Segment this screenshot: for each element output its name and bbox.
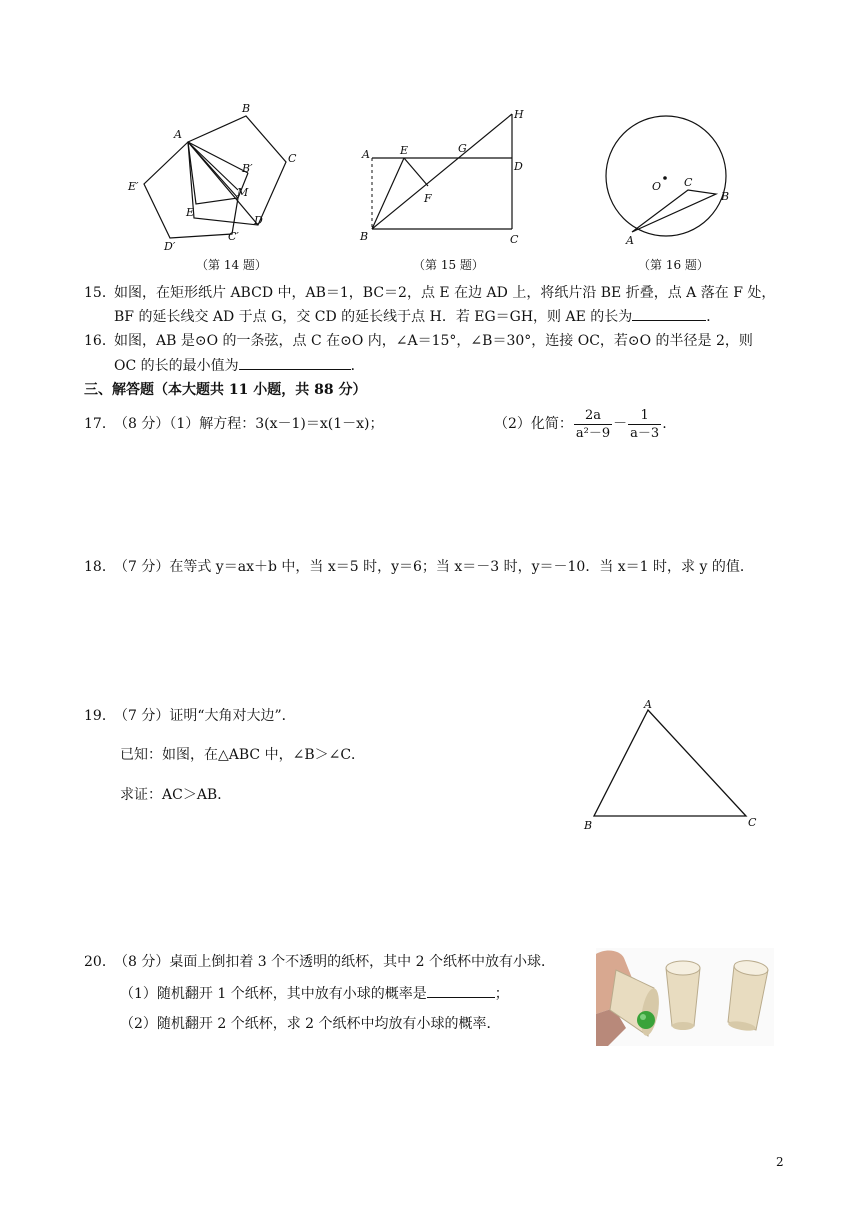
q20-part1-text: （1）随机翻开 1 个纸杯，其中放有小球的概率是: [120, 986, 427, 1002]
label-A: A: [644, 698, 652, 711]
label-A: A: [626, 234, 634, 247]
q15-number: 15．: [84, 285, 116, 301]
q15-line2-end: ．: [706, 309, 721, 325]
label-B: B: [584, 819, 593, 832]
label-D: D: [514, 160, 523, 173]
q17-fraction-2: [628, 407, 661, 442]
label-B: B: [242, 102, 251, 115]
label-F: F: [424, 192, 432, 205]
q16-number: 16．: [84, 333, 116, 349]
label-E: E: [186, 206, 195, 219]
q19-given: 已知：如图，在△ABC 中，∠B＞∠C．: [120, 747, 366, 763]
q17-number: 17．: [84, 416, 116, 432]
figure-14: [120, 100, 310, 250]
q17-fraction-1: [574, 407, 612, 442]
label-B: B: [360, 230, 369, 243]
caption-fig15: （第 15 题）: [413, 258, 484, 272]
q15-line2-text: BF 的延长线交 AD 于点 G，交 CD 的延长线于点 H．若 EG＝GH，则 AE 的长为: [114, 309, 633, 325]
q20-number: 20．: [84, 954, 116, 970]
q20-part2: （2）随机翻开 2 个纸杯，求 2 个纸杯中均放有小球的概率．: [120, 1016, 501, 1032]
fraction-2-numerator: 1: [628, 407, 661, 425]
q15-answer-blank[interactable]: [632, 306, 706, 321]
q17-part2: [494, 404, 667, 444]
q17-part2-label: （2）化简：: [494, 416, 573, 432]
figure-16: [596, 110, 741, 250]
caption-fig14: （第 14 题）: [196, 258, 267, 272]
q17-part1: （8 分）（1）解方程：3(x－1)＝x(1－x)；: [114, 416, 384, 432]
label-M: M: [237, 186, 249, 199]
q15-line2: [114, 306, 720, 327]
q20-text: （8 分）桌面上倒扣着 3 个不透明的纸杯，其中 2 个纸杯中放有小球．: [114, 954, 555, 970]
q16-answer-blank[interactable]: [239, 355, 351, 370]
caption-fig16: （第 16 题）: [638, 258, 709, 272]
label-C: C: [510, 233, 519, 246]
label-D: D: [254, 214, 263, 227]
q16-line1: 如图，AB 是⊙O 的一条弦，点 C 在⊙O 内，∠A＝15°，∠B＝30°，连接 OC，若⊙O 的半径是 2，则: [114, 333, 753, 349]
section-3-title: 三、解答题（本大题共 11 小题，共 88 分）: [84, 382, 367, 398]
label-C: C: [684, 176, 693, 189]
label-B1: B′: [242, 162, 253, 175]
label-G: G: [458, 142, 467, 155]
fraction-2-denominator: a－3: [630, 425, 660, 441]
q19-number: 19．: [84, 708, 116, 724]
figure-15: [356, 104, 536, 249]
q18-number: 18．: [84, 559, 116, 575]
label-O: O: [652, 180, 662, 193]
label-D1: D′: [164, 240, 176, 250]
label-C: C: [748, 816, 757, 829]
q15-line1: 如图，在矩形纸片 ABCD 中，AB＝1，BC＝2，点 E 在边 AD 上，将纸片沿 BE 折叠，点 A 落在 F 处，: [114, 285, 776, 301]
fraction-1-numerator: 2a: [574, 407, 612, 425]
label-E1: E′: [128, 180, 139, 193]
page-number: 2: [776, 1155, 784, 1169]
label-A: A: [362, 148, 370, 161]
fraction-1-denominator: a²－9: [575, 425, 611, 441]
label-E: E: [400, 144, 409, 157]
label-A: A: [174, 128, 182, 141]
q16-line2-end: ．: [350, 358, 365, 374]
label-C: C: [288, 152, 297, 165]
q20-answer-blank[interactable]: [427, 983, 495, 998]
q16-line2-text: OC 的长的最小值为: [114, 358, 239, 374]
label-H: H: [514, 108, 524, 121]
q16-line2: [114, 355, 365, 376]
figure-19-triangle: [578, 696, 768, 836]
q20-part1: [120, 983, 509, 1004]
label-C1: C′: [228, 230, 239, 243]
paper-cups-photo: [596, 948, 774, 1046]
q17-minus: －: [613, 416, 628, 432]
label-B: B: [721, 190, 730, 203]
q18-text: （7 分）在等式 y＝ax＋b 中，当 x＝5 时，y＝6；当 x＝－3 时，y＝－10．当 x＝1 时，求 y 的值．: [114, 559, 754, 575]
q17-end: .: [662, 416, 667, 432]
q19-text: （7 分）证明“大角对大边”．: [114, 708, 296, 724]
q19-prove: 求证：AC＞AB．: [120, 787, 232, 803]
q20-part1-end: ；: [494, 986, 509, 1002]
